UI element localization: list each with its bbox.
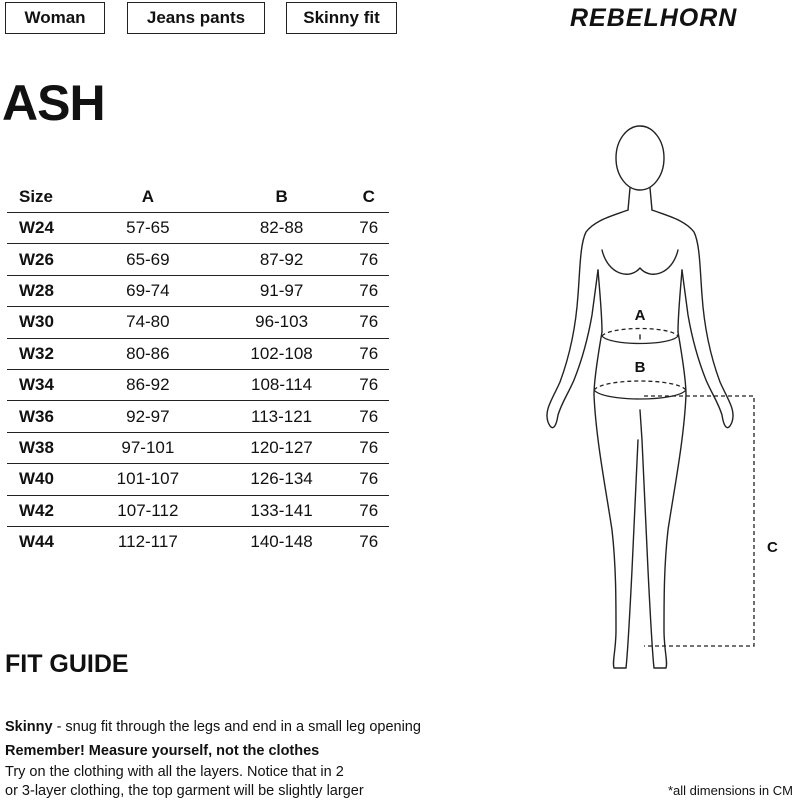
measurement-c-line xyxy=(644,396,754,646)
cell-size: W24 xyxy=(7,213,81,244)
cell-b: 133-141 xyxy=(215,495,349,526)
tag-skinny-fit: Skinny fit xyxy=(286,2,397,34)
table-row xyxy=(7,307,389,338)
figure-legs xyxy=(594,332,686,668)
cell-size: W44 xyxy=(7,526,81,557)
skinny-term: Skinny xyxy=(5,719,53,735)
tag-woman: Woman xyxy=(5,2,105,34)
cell-size: W34 xyxy=(7,369,81,400)
cell-size: W28 xyxy=(7,275,81,306)
size-table-body xyxy=(7,213,389,558)
label-b: B xyxy=(634,359,646,376)
size-table-header xyxy=(7,182,389,213)
body-measurement-figure xyxy=(520,110,800,680)
figure-neck xyxy=(628,188,652,210)
cell-c: 76 xyxy=(348,307,389,338)
cell-b: 87-92 xyxy=(215,244,349,275)
table-row xyxy=(7,432,389,463)
fit-guide-remember: Remember! Measure yourself, not the clothes xyxy=(5,743,320,759)
table-row xyxy=(7,213,389,244)
cell-c: 76 xyxy=(348,401,389,432)
cell-size: W26 xyxy=(7,244,81,275)
cell-c: 76 xyxy=(348,213,389,244)
cell-c: 76 xyxy=(348,244,389,275)
cell-size: W36 xyxy=(7,401,81,432)
cell-size: W40 xyxy=(7,464,81,495)
header-c: C xyxy=(348,182,389,213)
cell-b: 96-103 xyxy=(215,307,349,338)
cell-c: 76 xyxy=(348,338,389,369)
cell-c: 76 xyxy=(348,369,389,400)
label-a: A xyxy=(634,307,646,324)
cell-size: W32 xyxy=(7,338,81,369)
size-table xyxy=(7,182,389,557)
cell-a: 112-117 xyxy=(81,526,215,557)
tag-jeans-pants: Jeans pants xyxy=(127,2,265,34)
figure-head xyxy=(616,126,664,190)
header-size: Size xyxy=(7,182,81,213)
table-row xyxy=(7,275,389,306)
cell-size: W38 xyxy=(7,432,81,463)
fit-guide-skinny xyxy=(5,719,421,735)
product-title: ASH xyxy=(2,75,105,131)
cell-a: 107-112 xyxy=(81,495,215,526)
cell-a: 69-74 xyxy=(81,275,215,306)
cell-a: 65-69 xyxy=(81,244,215,275)
table-row xyxy=(7,369,389,400)
cell-a: 97-101 xyxy=(81,432,215,463)
cell-a: 86-92 xyxy=(81,369,215,400)
cell-a: 57-65 xyxy=(81,213,215,244)
cell-c: 76 xyxy=(348,275,389,306)
cell-c: 76 xyxy=(348,464,389,495)
cell-b: 108-114 xyxy=(215,369,349,400)
brand-logo: REBELHORN xyxy=(570,4,738,32)
cell-size: W30 xyxy=(7,307,81,338)
cell-c: 76 xyxy=(348,495,389,526)
table-row xyxy=(7,526,389,557)
table-row xyxy=(7,244,389,275)
cell-b: 140-148 xyxy=(215,526,349,557)
dimensions-note: *all dimensions in CM xyxy=(668,783,793,798)
table-row xyxy=(7,495,389,526)
cell-size: W42 xyxy=(7,495,81,526)
cell-b: 82-88 xyxy=(215,213,349,244)
table-row xyxy=(7,338,389,369)
cell-c: 76 xyxy=(348,526,389,557)
cell-c: 76 xyxy=(348,432,389,463)
cell-b: 126-134 xyxy=(215,464,349,495)
cell-a: 80-86 xyxy=(81,338,215,369)
table-row xyxy=(7,464,389,495)
fit-guide-title: FIT GUIDE xyxy=(5,650,129,678)
cell-b: 113-121 xyxy=(215,401,349,432)
cell-b: 91-97 xyxy=(215,275,349,306)
fit-guide-tryon-line2: or 3-layer clothing, the top garment will be slightly larger xyxy=(5,783,364,799)
fit-guide-tryon-line1: Try on the clothing with all the layers. Notice that in 2 xyxy=(5,764,344,780)
cell-a: 101-107 xyxy=(81,464,215,495)
cell-b: 120-127 xyxy=(215,432,349,463)
cell-b: 102-108 xyxy=(215,338,349,369)
cell-a: 92-97 xyxy=(81,401,215,432)
header-a: A xyxy=(81,182,215,213)
figure-chest xyxy=(602,250,678,274)
table-row xyxy=(7,401,389,432)
skinny-description: - snug fit through the legs and end in a small leg opening xyxy=(52,719,421,735)
header-b: B xyxy=(215,182,349,213)
label-c: C xyxy=(767,539,778,556)
cell-a: 74-80 xyxy=(81,307,215,338)
